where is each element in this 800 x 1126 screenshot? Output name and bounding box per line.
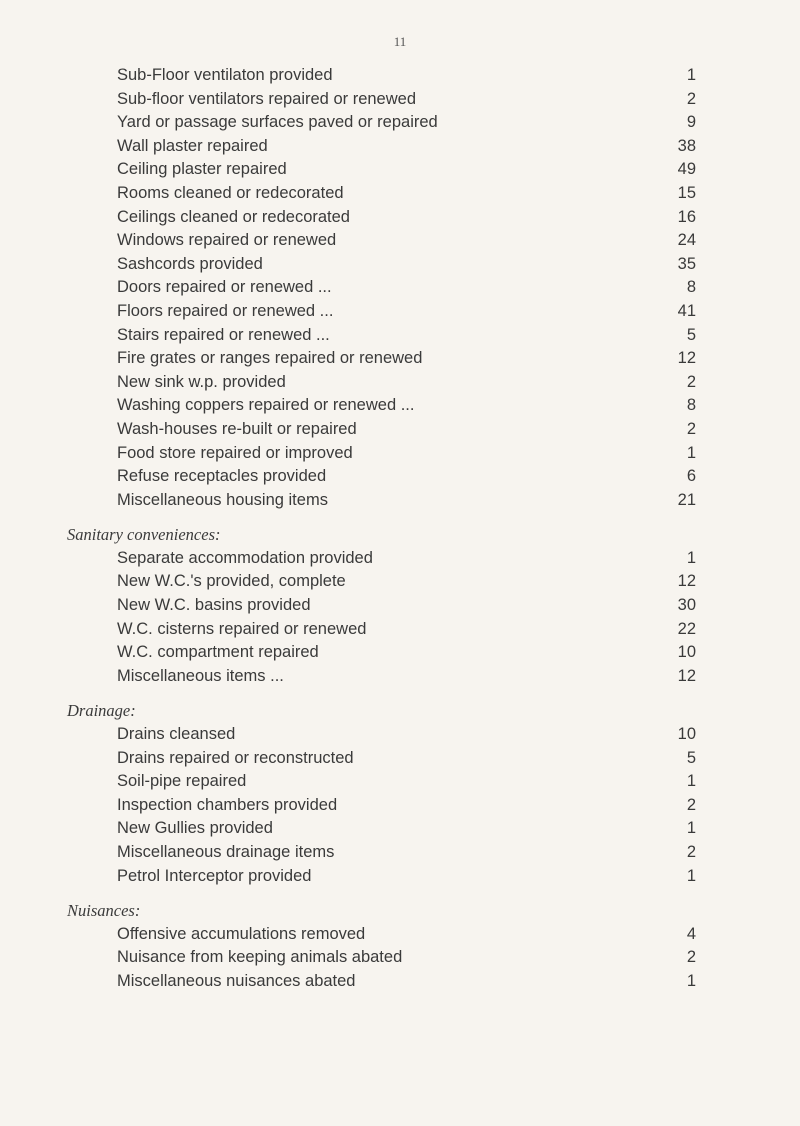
item-count: 24	[677, 231, 696, 250]
table-row	[0, 865, 800, 889]
section-heading: Drainage:	[67, 701, 136, 721]
item-count: 8	[686, 278, 696, 297]
table-row	[0, 665, 800, 689]
item-count: 5	[686, 748, 696, 767]
item-count: 2	[686, 795, 696, 814]
table-row	[0, 300, 800, 324]
item-count: 12	[677, 349, 696, 368]
table-row	[0, 570, 800, 594]
item-label: Miscellaneous nuisances abated	[117, 971, 356, 990]
section-heading: Nuisances:	[67, 901, 141, 921]
item-count: 1	[686, 548, 696, 567]
item-label: Separate accommodation provided	[117, 548, 373, 567]
table-row	[0, 489, 800, 513]
item-count: 49	[677, 160, 696, 179]
table-row	[0, 371, 800, 395]
item-count: 2	[686, 372, 696, 391]
table-row	[0, 723, 800, 747]
section-gap	[0, 888, 800, 899]
item-count: 9	[686, 113, 696, 132]
item-label: New W.C. basins provided	[117, 596, 311, 615]
item-count: 16	[677, 207, 696, 226]
item-label: Ceiling plaster repaired	[117, 160, 287, 179]
table-row	[0, 770, 800, 794]
item-count: 41	[677, 301, 696, 320]
item-count: 1	[686, 819, 696, 838]
item-label: Refuse receptacles provided	[117, 467, 327, 486]
item-count: 2	[686, 419, 696, 438]
table-row	[0, 135, 800, 159]
item-count: 1	[686, 971, 696, 990]
item-count: 22	[677, 619, 696, 638]
item-count: 2	[686, 948, 696, 967]
item-label: Washing coppers repaired or renewed ...	[117, 396, 415, 415]
item-count: 4	[686, 924, 696, 943]
table-row	[0, 88, 800, 112]
item-count: 1	[686, 443, 696, 462]
item-label: Wash-houses re-built or repaired	[117, 419, 357, 438]
table-row	[0, 923, 800, 947]
table-row	[0, 158, 800, 182]
section-gap	[0, 688, 800, 699]
item-label: Yard or passage surfaces paved or repaired	[117, 113, 438, 132]
table-row	[0, 64, 800, 88]
item-label: Drains repaired or reconstructed	[117, 748, 354, 767]
item-count: 1	[686, 66, 696, 84]
item-count: 2	[686, 843, 696, 861]
item-label: Ceilings cleaned or redecorated	[117, 207, 350, 226]
item-count: 2	[686, 89, 696, 108]
item-label: New sink w.p. provided	[117, 372, 286, 391]
report-table	[0, 64, 800, 994]
table-row	[0, 442, 800, 466]
table-row	[0, 111, 800, 135]
item-count: 12	[677, 572, 696, 591]
table-row	[0, 324, 800, 348]
item-count: 35	[677, 254, 696, 273]
table-row	[0, 206, 800, 230]
item-label: Sashcords provided	[117, 254, 263, 273]
item-label: Rooms cleaned or redecorated	[117, 183, 344, 202]
item-label: Petrol Interceptor provided	[117, 866, 312, 885]
item-label: W.C. compartment repaired	[117, 643, 319, 662]
item-label: Miscellaneous housing items	[117, 490, 328, 509]
table-row	[0, 418, 800, 442]
table-row	[0, 465, 800, 489]
item-count: 1	[686, 772, 696, 791]
table-row	[0, 229, 800, 253]
item-label: New W.C.'s provided, complete	[117, 572, 346, 591]
item-count: 1	[686, 866, 696, 885]
item-label: Inspection chambers provided	[117, 795, 338, 814]
table-row	[0, 618, 800, 642]
table-row	[0, 946, 800, 970]
item-label: Miscellaneous items ...	[117, 666, 284, 685]
item-label: Doors repaired or renewed ...	[117, 278, 332, 297]
table-row	[0, 276, 800, 300]
table-row	[0, 182, 800, 206]
item-count: 15	[677, 183, 696, 202]
item-label: Offensive accumulations removed	[117, 924, 366, 943]
section-gap	[0, 512, 800, 523]
item-count: 10	[677, 643, 696, 662]
item-label: Food store repaired or improved	[117, 443, 353, 462]
item-count: 6	[686, 467, 696, 486]
item-label: New Gullies provided	[117, 819, 273, 838]
table-row	[0, 394, 800, 418]
table-row	[0, 970, 800, 994]
item-label: W.C. cisterns repaired or renewed	[117, 619, 367, 638]
item-count: 30	[677, 596, 696, 615]
item-label: Fire grates or ranges repaired or renewed	[117, 349, 423, 368]
table-row	[0, 547, 800, 571]
item-label: Nuisance from keeping animals abated	[117, 948, 403, 967]
item-label: Windows repaired or renewed	[117, 231, 337, 250]
item-label: Floors repaired or renewed ...	[117, 301, 334, 320]
item-label: Drains cleansed	[117, 725, 236, 744]
table-row	[0, 817, 800, 841]
table-row	[0, 747, 800, 771]
item-count: 5	[686, 325, 696, 344]
item-label: Soil-pipe repaired	[117, 772, 247, 791]
page-number: 11	[393, 34, 407, 49]
table-row	[0, 347, 800, 371]
item-label: Sub-floor ventilators repaired or renewed	[117, 89, 416, 108]
item-label: Sub-Floor ventilaton provided	[117, 66, 333, 84]
item-count: 12	[677, 666, 696, 685]
table-row	[0, 794, 800, 818]
item-label: Miscellaneous drainage items	[117, 843, 335, 861]
item-label: Stairs repaired or renewed ...	[117, 325, 330, 344]
item-count: 21	[677, 490, 696, 509]
table-row	[0, 253, 800, 277]
item-count: 10	[677, 725, 696, 744]
table-row	[0, 594, 800, 618]
item-count: 38	[677, 136, 696, 155]
table-row	[0, 641, 800, 665]
item-count: 8	[686, 396, 696, 415]
section-heading: Sanitary conveniences:	[67, 525, 221, 545]
item-label: Wall plaster repaired	[117, 136, 268, 155]
table-row	[0, 841, 800, 865]
